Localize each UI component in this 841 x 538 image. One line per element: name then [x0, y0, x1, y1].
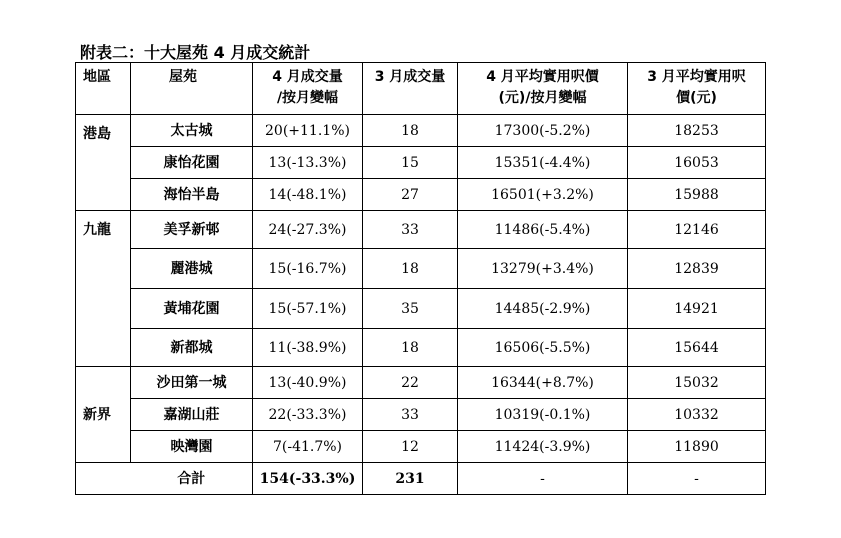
- total-apr-volume: 154(-33.3%): [253, 463, 363, 495]
- apr-price-cell: 10319(-0.1%): [458, 399, 628, 431]
- total-mar-price: -: [628, 463, 766, 495]
- estate-cell: 嘉湖山莊: [131, 399, 253, 431]
- header-apr-volume-line2: /按月變幅: [276, 90, 339, 106]
- estate-cell: 黃埔花園: [131, 289, 253, 329]
- mar-volume-cell: 12: [363, 431, 458, 463]
- mar-price-cell: 12146: [628, 211, 766, 249]
- mar-volume-cell: 33: [363, 211, 458, 249]
- estate-cell: 新都城: [131, 329, 253, 367]
- region-kowloon: 九龍: [76, 211, 131, 367]
- mar-price-cell: 18253: [628, 115, 766, 147]
- header-region: 地區: [76, 63, 131, 115]
- mar-volume-cell: 18: [363, 249, 458, 289]
- table-row: [76, 249, 766, 289]
- header-row: [76, 63, 766, 115]
- table-title: 附表二：十大屋苑 4 月成交統計: [80, 43, 311, 62]
- table-row: [76, 179, 766, 211]
- region-hk-island: 港島: [76, 115, 131, 211]
- apr-price-cell: 11486(-5.4%): [458, 211, 628, 249]
- table-row: [76, 399, 766, 431]
- total-row: [76, 463, 766, 495]
- estate-cell: 沙田第一城: [131, 367, 253, 399]
- header-apr-price-line2: (元)/按月變幅: [498, 90, 587, 106]
- apr-volume-cell: 14(-48.1%): [253, 179, 363, 211]
- header-mar-volume: 3 月成交量: [363, 63, 458, 115]
- mar-volume-cell: 27: [363, 179, 458, 211]
- apr-price-cell: 11424(-3.9%): [458, 431, 628, 463]
- mar-volume-cell: 15: [363, 147, 458, 179]
- mar-price-cell: 15988: [628, 179, 766, 211]
- apr-volume-cell: 13(-13.3%): [253, 147, 363, 179]
- header-apr-price-line1: 4 月平均實用呎價: [486, 69, 599, 85]
- transaction-table: [75, 62, 766, 495]
- header-apr-volume-line1: 4 月成交量: [272, 69, 343, 85]
- mar-price-cell: 14921: [628, 289, 766, 329]
- apr-volume-cell: 20(+11.1%): [253, 115, 363, 147]
- estate-cell: 麗港城: [131, 249, 253, 289]
- apr-price-cell: 15351(-4.4%): [458, 147, 628, 179]
- apr-price-cell: 17300(-5.2%): [458, 115, 628, 147]
- mar-price-cell: 11890: [628, 431, 766, 463]
- table-row: [76, 115, 766, 147]
- apr-price-cell: 13279(+3.4%): [458, 249, 628, 289]
- mar-price-cell: 16053: [628, 147, 766, 179]
- apr-volume-cell: 7(-41.7%): [253, 431, 363, 463]
- apr-price-cell: 16506(-5.5%): [458, 329, 628, 367]
- apr-price-cell: 16501(+3.2%): [458, 179, 628, 211]
- apr-volume-cell: 24(-27.3%): [253, 211, 363, 249]
- header-mar-price-line2: 價(元): [676, 90, 717, 106]
- mar-volume-cell: 18: [363, 329, 458, 367]
- header-estate: 屋苑: [131, 63, 253, 115]
- apr-volume-cell: 15(-16.7%): [253, 249, 363, 289]
- estate-cell: 美孚新邨: [131, 211, 253, 249]
- apr-price-cell: 14485(-2.9%): [458, 289, 628, 329]
- mar-price-cell: 15032: [628, 367, 766, 399]
- table-row: [76, 329, 766, 367]
- mar-volume-cell: 18: [363, 115, 458, 147]
- apr-volume-cell: 22(-33.3%): [253, 399, 363, 431]
- estate-cell: 海怡半島: [131, 179, 253, 211]
- apr-price-cell: 16344(+8.7%): [458, 367, 628, 399]
- header-apr-volume: [253, 63, 363, 115]
- table-row: [76, 367, 766, 399]
- total-label: 合計: [131, 463, 253, 495]
- mar-volume-cell: 33: [363, 399, 458, 431]
- apr-volume-cell: 15(-57.1%): [253, 289, 363, 329]
- estate-cell: 康怡花園: [131, 147, 253, 179]
- mar-volume-cell: 22: [363, 367, 458, 399]
- table-row: [76, 211, 766, 249]
- estate-cell: 太古城: [131, 115, 253, 147]
- table-row: [76, 431, 766, 463]
- total-mar-volume: 231: [363, 463, 458, 495]
- mar-price-cell: 10332: [628, 399, 766, 431]
- mar-price-cell: 12839: [628, 249, 766, 289]
- table-row: [76, 289, 766, 329]
- header-apr-price: [458, 63, 628, 115]
- region-nt: 新界: [76, 367, 131, 463]
- mar-price-cell: 15644: [628, 329, 766, 367]
- apr-volume-cell: 11(-38.9%): [253, 329, 363, 367]
- total-apr-price: -: [458, 463, 628, 495]
- total-region-blank: [76, 463, 131, 495]
- header-mar-price: [628, 63, 766, 115]
- apr-volume-cell: 13(-40.9%): [253, 367, 363, 399]
- header-mar-price-line1: 3 月平均實用呎: [647, 69, 746, 85]
- table-row: [76, 147, 766, 179]
- estate-cell: 映灣園: [131, 431, 253, 463]
- mar-volume-cell: 35: [363, 289, 458, 329]
